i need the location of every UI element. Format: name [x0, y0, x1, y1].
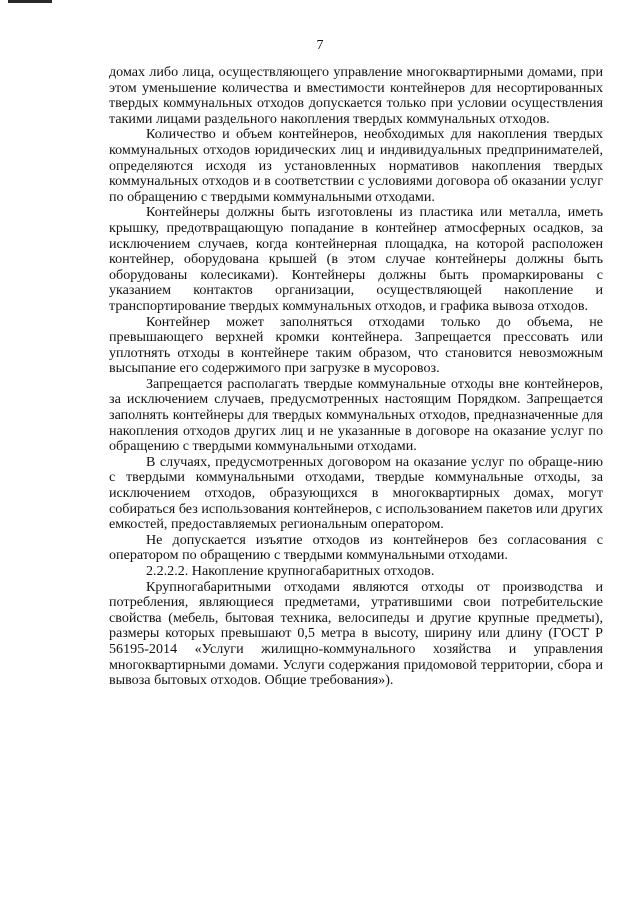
paragraph-container-filling: Контейнер может заполняться отходами только до объема, не превышающего верхней кромки контейнера. Запрещается прессовать или уплотнять отходы в контейнере таким образом, что становится невозможным высыпание его содержимого при загрузке в мусоровоз.: [109, 313, 603, 377]
paragraph-container-requirements: Контейнеры должны быть изготовлены из пластика или металла, иметь крышку, предотвращающую попадание в контейнер атмосферных осадков, за исключением случаев, когда контейнерная площадка, на которой расположен контейнер, оборудована крышей (в этом случае контейнеры должны быть оборудованы колесиками). Контейнеры должны быть промаркированы с указанием контактов организации, осуществляющей накопление и транспортирование твердых коммунальных отходов, и графика вывоза отходов.: [109, 204, 603, 314]
section-heading-bulky-waste: 2.2.2.2. Накопление крупногабаритных отходов.: [146, 563, 435, 579]
paragraph-continuation: домах либо лица, осуществляющего управление многоквартирными домами, при этом уменьшение количества и вместимости контейнеров для несортированных твердых коммунальных отходов допускается только при условии осуществления такими лицами раздельного накопления твердых коммунальных отходов.: [109, 64, 603, 127]
paragraph-container-quantity: Количество и объем контейнеров, необходимых для накопления твердых коммунальных отходов юридических лиц и индивидуальных предпринимателей, определяются исходя из установленных нормативов накопления твердых коммунальных отходов и в соответствии с условиями договора об оказании услуг по обращению с твердыми коммунальными отходами.: [109, 126, 603, 205]
document-body: [109, 65, 603, 689]
paragraph-bulky-waste-definition: Крупногабаритными отходами являются отходы от производства и потребления, являющиеся предметами, утратившими свои потребительские свойства (мебель, бытовая техника, велосипеды и другие крупные предметы), размеры которых превышают 0,5 метра в высоту, ширину или длину (ГОСТ Р 56195-2014 «Услуги жилищно-коммунального хозяйства и управления многоквартирными домами. Услуги содержания придомовой территории, сбора и вывоза бытовых отходов. Общие требования»).: [109, 578, 603, 689]
paragraph-removal-prohibition: Не допускается изъятие отходов из контейнеров без согласования с оператором по обращению с твердыми коммунальными отходами.: [109, 531, 603, 564]
scan-edge-mark: [8, 0, 52, 3]
paragraph-placement-prohibition: Запрещается располагать твердые коммунальные отходы вне контейнеров, за исключением случаев, предусмотренных настоящим Порядком. Запрещается заполнять контейнеры для твердых коммунальных отходов, предназначенные для накопления отходов других лиц и не указанные в договоре на оказание услуг по обращению с твердыми коммунальными отходами.: [109, 375, 603, 455]
page-number: 7: [316, 38, 324, 53]
paragraph-containerless-collection: В случаях, предусмотренных договором на оказание услуг по обраще-нию с твердыми коммунальными отходами, твердые коммунальные отходы, за исключением отходов, образующихся в многоквартирных домах, могут собираться без использования контейнеров, с использованием пакетов или других емкостей, предоставляемых региональным оператором.: [109, 453, 603, 533]
